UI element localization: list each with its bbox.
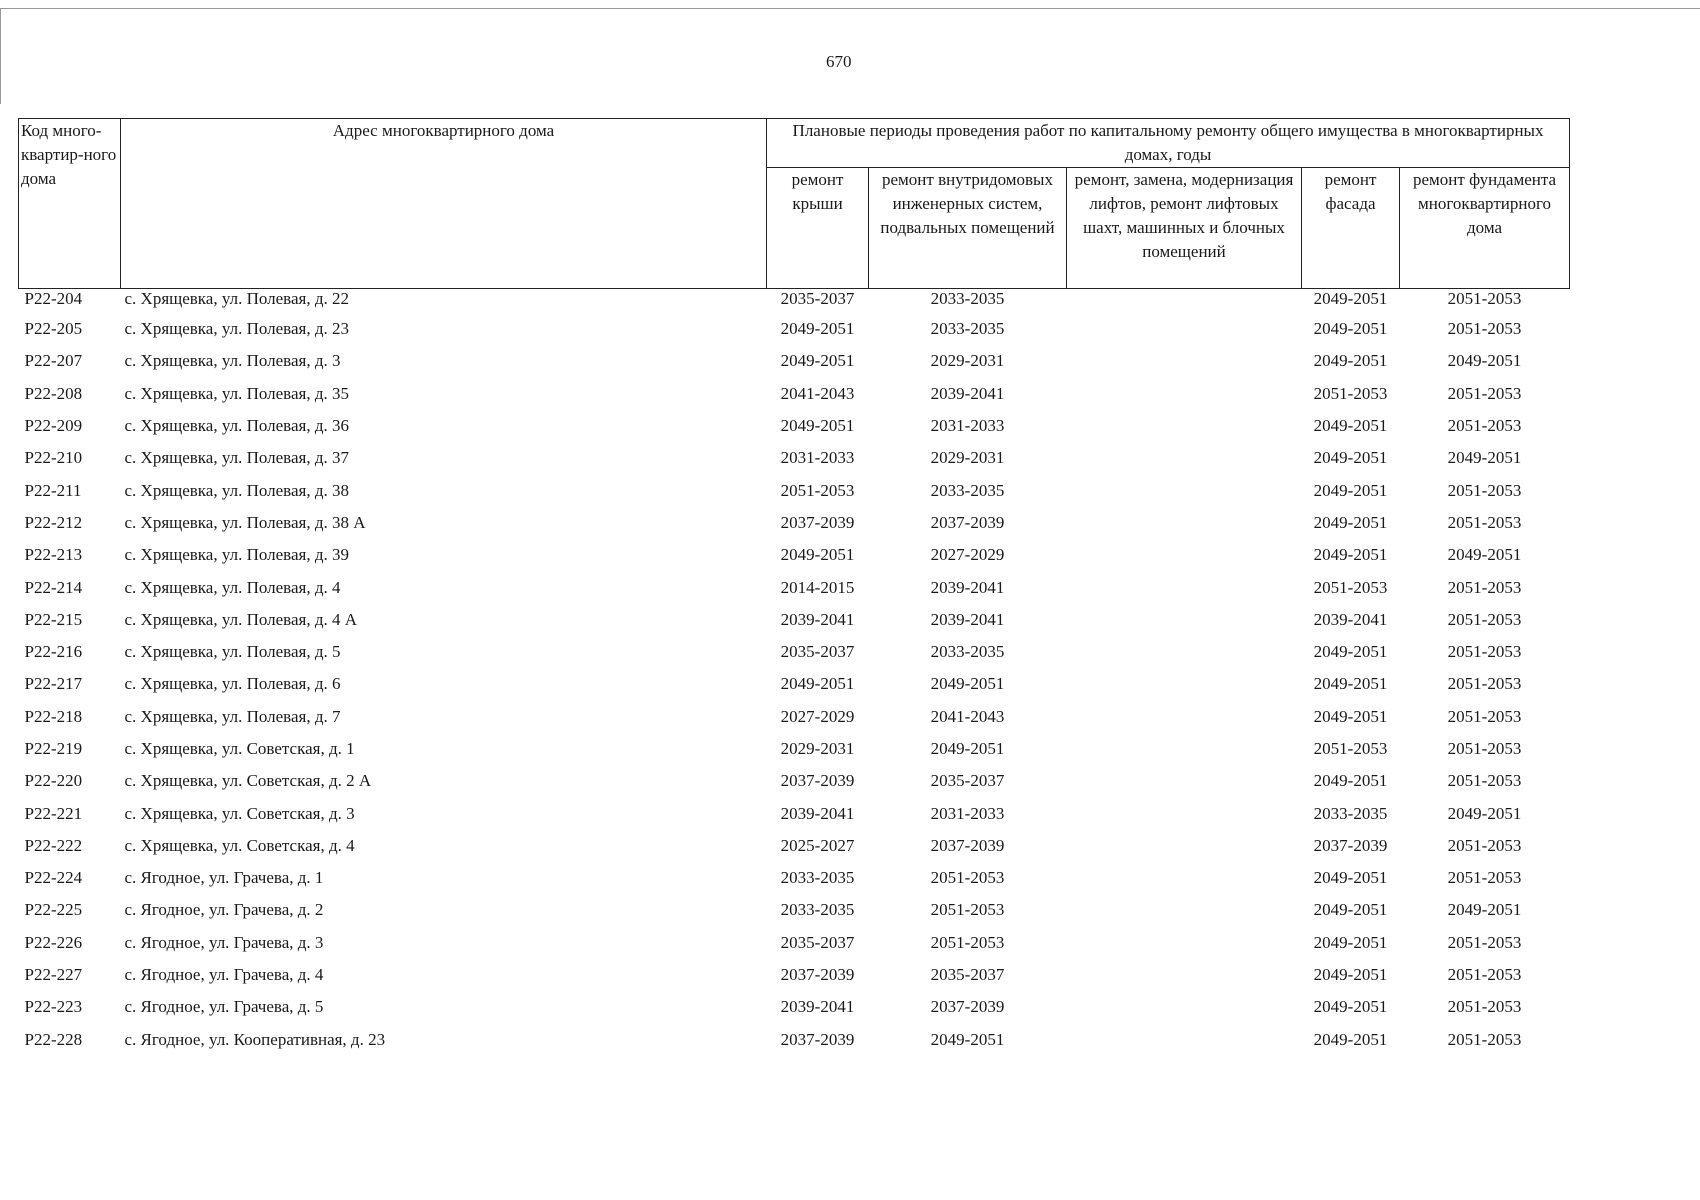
cell-code: Р22-210 [24, 448, 83, 468]
cell-roof: 2033-2035 [780, 868, 855, 888]
table-row [19, 668, 1570, 700]
cell-code: Р22-219 [24, 739, 83, 758]
cell-systems: 2037-2039 [930, 997, 1005, 1017]
cell-roof: 2027-2029 [780, 706, 855, 726]
cell-address: с. Хрящевка, ул. Полевая, д. 39 [124, 545, 349, 565]
cell-systems: 2049-2051 [930, 739, 1005, 758]
cell-systems: 2033-2035 [930, 289, 1005, 308]
cell-roof: 2035-2037 [780, 289, 855, 308]
cell-address: с. Хрящевка, ул. Полевая, д. 36 [124, 416, 349, 436]
page-edge-left [0, 8, 1, 104]
cell-roof: 2049-2051 [780, 674, 855, 694]
page-edge-top [0, 8, 1700, 9]
cell-code: Р22-228 [24, 1029, 83, 1049]
table-row [19, 701, 1570, 733]
cell-roof: 2025-2027 [780, 835, 855, 855]
table-row [19, 442, 1570, 474]
cell-lifts [1067, 313, 1302, 345]
header-lifts: ремонт, замена, модернизация лифтов, ремонт лифтовых шахт, машинных и блочных помещений [1067, 168, 1302, 289]
cell-lifts [1067, 378, 1302, 410]
cell-facade: 2049-2051 [1313, 900, 1388, 920]
cell-facade: 2037-2039 [1313, 835, 1388, 855]
cell-systems: 2035-2037 [930, 965, 1005, 985]
cell-code: Р22-212 [24, 512, 83, 532]
cell-facade: 2049-2051 [1313, 1029, 1388, 1049]
cell-roof: 2049-2051 [780, 351, 855, 371]
cell-lifts [1067, 345, 1302, 377]
table-row [19, 991, 1570, 1023]
cell-code: Р22-208 [24, 383, 83, 403]
cell-facade: 2049-2051 [1313, 706, 1388, 726]
cell-lifts [1067, 474, 1302, 506]
cell-foundation: 2051-2053 [1447, 868, 1522, 888]
cell-roof: 2049-2051 [780, 319, 855, 339]
cell-roof: 2029-2031 [780, 739, 855, 758]
cell-code: Р22-204 [24, 289, 83, 308]
cell-systems: 2051-2053 [930, 900, 1005, 920]
cell-systems: 2033-2035 [930, 319, 1005, 339]
header-roof: ремонт крыши [767, 168, 869, 289]
cell-address: с. Ягодное, ул. Кооперативная, д. 23 [124, 1029, 386, 1049]
table-row [19, 571, 1570, 603]
cell-roof: 2031-2033 [780, 448, 855, 468]
header-address: Адрес многоквартирного дома [121, 119, 767, 289]
table-header [19, 119, 1570, 289]
cell-roof: 2041-2043 [780, 383, 855, 403]
cell-foundation: 2051-2053 [1447, 289, 1522, 308]
cell-lifts [1067, 733, 1302, 765]
cell-address: с. Ягодное, ул. Грачева, д. 2 [124, 900, 324, 920]
cell-foundation: 2049-2051 [1447, 545, 1522, 565]
cell-address: с. Хрящевка, ул. Полевая, д. 7 [124, 706, 341, 726]
cell-foundation: 2051-2053 [1447, 706, 1522, 726]
header-facade: ремонт фасада [1302, 168, 1400, 289]
cell-systems: 2029-2031 [930, 448, 1005, 468]
cell-address: с. Хрящевка, ул. Полевая, д. 6 [124, 674, 341, 694]
cell-roof: 2039-2041 [780, 997, 855, 1017]
cell-address: с. Хрящевка, ул. Полевая, д. 35 [124, 383, 349, 403]
cell-lifts [1067, 701, 1302, 733]
cell-code: Р22-205 [24, 319, 83, 339]
cell-address: с. Хрящевка, ул. Советская, д. 1 [124, 739, 355, 758]
cell-address: с. Ягодное, ул. Грачева, д. 5 [124, 997, 324, 1017]
table-row [19, 474, 1570, 506]
cell-code: Р22-224 [24, 868, 83, 888]
cell-roof: 2037-2039 [780, 771, 855, 791]
cell-systems: 2051-2053 [930, 932, 1005, 952]
cell-foundation: 2051-2053 [1447, 997, 1522, 1017]
table-row [19, 797, 1570, 829]
cell-lifts [1067, 1024, 1302, 1056]
page-number: 670 [826, 52, 852, 71]
cell-foundation: 2051-2053 [1447, 416, 1522, 436]
cell-systems: 2049-2051 [930, 674, 1005, 694]
cell-address: с. Ягодное, ул. Грачева, д. 4 [124, 965, 324, 985]
table-row [19, 959, 1570, 991]
cell-systems: 2039-2041 [930, 383, 1005, 403]
cell-facade: 2033-2035 [1313, 803, 1388, 823]
cell-facade: 2049-2051 [1313, 416, 1388, 436]
cell-address: с. Хрящевка, ул. Полевая, д. 4 [124, 577, 341, 597]
cell-systems: 2033-2035 [930, 480, 1005, 500]
cell-lifts [1067, 991, 1302, 1023]
cell-code: Р22-216 [24, 642, 83, 662]
cell-lifts [1067, 289, 1302, 314]
table-row [19, 604, 1570, 636]
cell-systems: 2049-2051 [930, 1029, 1005, 1049]
cell-foundation: 2051-2053 [1447, 642, 1522, 662]
cell-address: с. Хрящевка, ул. Полевая, д. 23 [124, 319, 349, 339]
cell-lifts [1067, 927, 1302, 959]
cell-foundation: 2051-2053 [1447, 480, 1522, 500]
cell-foundation: 2051-2053 [1447, 319, 1522, 339]
cell-roof: 2037-2039 [780, 965, 855, 985]
cell-facade: 2049-2051 [1313, 674, 1388, 694]
cell-facade: 2049-2051 [1313, 642, 1388, 662]
cell-systems: 2033-2035 [930, 642, 1005, 662]
cell-address: с. Хрящевка, ул. Полевая, д. 38 А [124, 512, 366, 532]
cell-roof: 2049-2051 [780, 416, 855, 436]
cell-facade: 2049-2051 [1313, 512, 1388, 532]
cell-address: с. Ягодное, ул. Грачева, д. 1 [124, 868, 324, 888]
table-row [19, 765, 1570, 797]
cell-foundation: 2051-2053 [1447, 383, 1522, 403]
cell-address: с. Хрящевка, ул. Полевая, д. 3 [124, 351, 341, 371]
cell-code: Р22-213 [24, 545, 83, 565]
cell-facade: 2039-2041 [1313, 609, 1388, 629]
cell-foundation: 2051-2053 [1447, 771, 1522, 791]
cell-code: Р22-217 [24, 674, 83, 694]
table-row [19, 345, 1570, 377]
cell-facade: 2049-2051 [1313, 480, 1388, 500]
cell-lifts [1067, 959, 1302, 991]
cell-roof: 2035-2037 [780, 932, 855, 952]
cell-foundation: 2051-2053 [1447, 932, 1522, 952]
cell-systems: 2029-2031 [930, 351, 1005, 371]
table-row [19, 894, 1570, 926]
cell-address: с. Хрящевка, ул. Советская, д. 3 [124, 803, 355, 823]
cell-systems: 2037-2039 [930, 512, 1005, 532]
cell-systems: 2039-2041 [930, 577, 1005, 597]
cell-address: с. Хрящевка, ул. Полевая, д. 37 [124, 448, 349, 468]
cell-address: с. Хрящевка, ул. Советская, д. 2 А [124, 771, 372, 791]
table-row [19, 830, 1570, 862]
cell-facade: 2049-2051 [1313, 448, 1388, 468]
table-body [19, 289, 1570, 1056]
cell-facade: 2051-2053 [1313, 739, 1388, 758]
cell-systems: 2039-2041 [930, 609, 1005, 629]
cell-lifts [1067, 604, 1302, 636]
cell-roof: 2033-2035 [780, 900, 855, 920]
cell-code: Р22-223 [24, 997, 83, 1017]
cell-lifts [1067, 636, 1302, 668]
cell-lifts [1067, 571, 1302, 603]
cell-facade: 2049-2051 [1313, 319, 1388, 339]
cell-code: Р22-221 [24, 803, 83, 823]
cell-roof: 2037-2039 [780, 512, 855, 532]
cell-lifts [1067, 668, 1302, 700]
header-code: Код много-квартир-ного дома [19, 119, 121, 289]
cell-roof: 2035-2037 [780, 642, 855, 662]
header-engineering-systems: ремонт внутридомовых инженерных систем, подвальных помещений [869, 168, 1067, 289]
cell-code: Р22-211 [24, 480, 82, 500]
cell-lifts [1067, 442, 1302, 474]
cell-address: с. Хрящевка, ул. Полевая, д. 4 А [124, 609, 358, 629]
table-row [19, 410, 1570, 442]
cell-roof: 2049-2051 [780, 545, 855, 565]
cell-systems: 2037-2039 [930, 835, 1005, 855]
cell-facade: 2049-2051 [1313, 771, 1388, 791]
capital-repair-schedule-table [18, 118, 1570, 1056]
cell-foundation: 2051-2053 [1447, 1029, 1522, 1049]
cell-systems: 2035-2037 [930, 771, 1005, 791]
cell-foundation: 2051-2053 [1447, 609, 1522, 629]
cell-code: Р22-222 [24, 835, 83, 855]
table-header-row-1 [19, 119, 1570, 168]
cell-foundation: 2049-2051 [1447, 900, 1522, 920]
cell-code: Р22-215 [24, 609, 83, 629]
cell-address: с. Хрящевка, ул. Полевая, д. 5 [124, 642, 341, 662]
cell-address: с. Хрящевка, ул. Полевая, д. 22 [124, 289, 349, 308]
table-row [19, 862, 1570, 894]
cell-facade: 2049-2051 [1313, 289, 1388, 308]
cell-systems: 2041-2043 [930, 706, 1005, 726]
cell-lifts [1067, 765, 1302, 797]
table-row [19, 636, 1570, 668]
table-row [19, 507, 1570, 539]
cell-lifts [1067, 410, 1302, 442]
cell-lifts [1067, 894, 1302, 926]
cell-systems: 2027-2029 [930, 545, 1005, 565]
header-periods-group: Плановые периоды проведения работ по капитальному ремонту общего имущества в многоквартирных домах, годы [767, 119, 1570, 168]
cell-lifts [1067, 539, 1302, 571]
cell-roof: 2037-2039 [780, 1029, 855, 1049]
cell-roof: 2039-2041 [780, 803, 855, 823]
cell-facade: 2049-2051 [1313, 932, 1388, 952]
cell-lifts [1067, 862, 1302, 894]
cell-address: с. Хрящевка, ул. Советская, д. 4 [124, 835, 355, 855]
cell-facade: 2049-2051 [1313, 997, 1388, 1017]
table-row [19, 313, 1570, 345]
cell-foundation: 2051-2053 [1447, 512, 1522, 532]
cell-foundation: 2051-2053 [1447, 739, 1522, 758]
table-row [19, 927, 1570, 959]
cell-facade: 2051-2053 [1313, 383, 1388, 403]
table-row [19, 733, 1570, 765]
cell-facade: 2049-2051 [1313, 545, 1388, 565]
cell-facade: 2049-2051 [1313, 965, 1388, 985]
cell-code: Р22-218 [24, 706, 83, 726]
cell-foundation: 2049-2051 [1447, 448, 1522, 468]
table-row [19, 289, 1570, 314]
cell-systems: 2031-2033 [930, 416, 1005, 436]
cell-code: Р22-225 [24, 900, 83, 920]
cell-foundation: 2051-2053 [1447, 835, 1522, 855]
cell-code: Р22-207 [24, 351, 83, 371]
cell-roof: 2014-2015 [780, 577, 855, 597]
cell-facade: 2051-2053 [1313, 577, 1388, 597]
cell-roof: 2051-2053 [780, 480, 855, 500]
cell-foundation: 2051-2053 [1447, 965, 1522, 985]
cell-facade: 2049-2051 [1313, 351, 1388, 371]
cell-lifts [1067, 507, 1302, 539]
cell-code: Р22-226 [24, 932, 83, 952]
table-row [19, 378, 1570, 410]
cell-foundation: 2051-2053 [1447, 674, 1522, 694]
cell-roof: 2039-2041 [780, 609, 855, 629]
header-foundation: ремонт фундамента многоквартирного дома [1400, 168, 1570, 289]
table-row [19, 1024, 1570, 1056]
cell-systems: 2051-2053 [930, 868, 1005, 888]
cell-code: Р22-220 [24, 771, 83, 791]
cell-address: с. Хрящевка, ул. Полевая, д. 38 [124, 480, 349, 500]
cell-lifts [1067, 797, 1302, 829]
cell-lifts [1067, 830, 1302, 862]
cell-foundation: 2049-2051 [1447, 803, 1522, 823]
cell-code: Р22-214 [24, 577, 83, 597]
cell-code: Р22-227 [24, 965, 83, 985]
cell-code: Р22-209 [24, 416, 83, 436]
table-row [19, 539, 1570, 571]
cell-systems: 2031-2033 [930, 803, 1005, 823]
cell-address: с. Ягодное, ул. Грачева, д. 3 [124, 932, 324, 952]
cell-foundation: 2049-2051 [1447, 351, 1522, 371]
cell-foundation: 2051-2053 [1447, 577, 1522, 597]
cell-facade: 2049-2051 [1313, 868, 1388, 888]
